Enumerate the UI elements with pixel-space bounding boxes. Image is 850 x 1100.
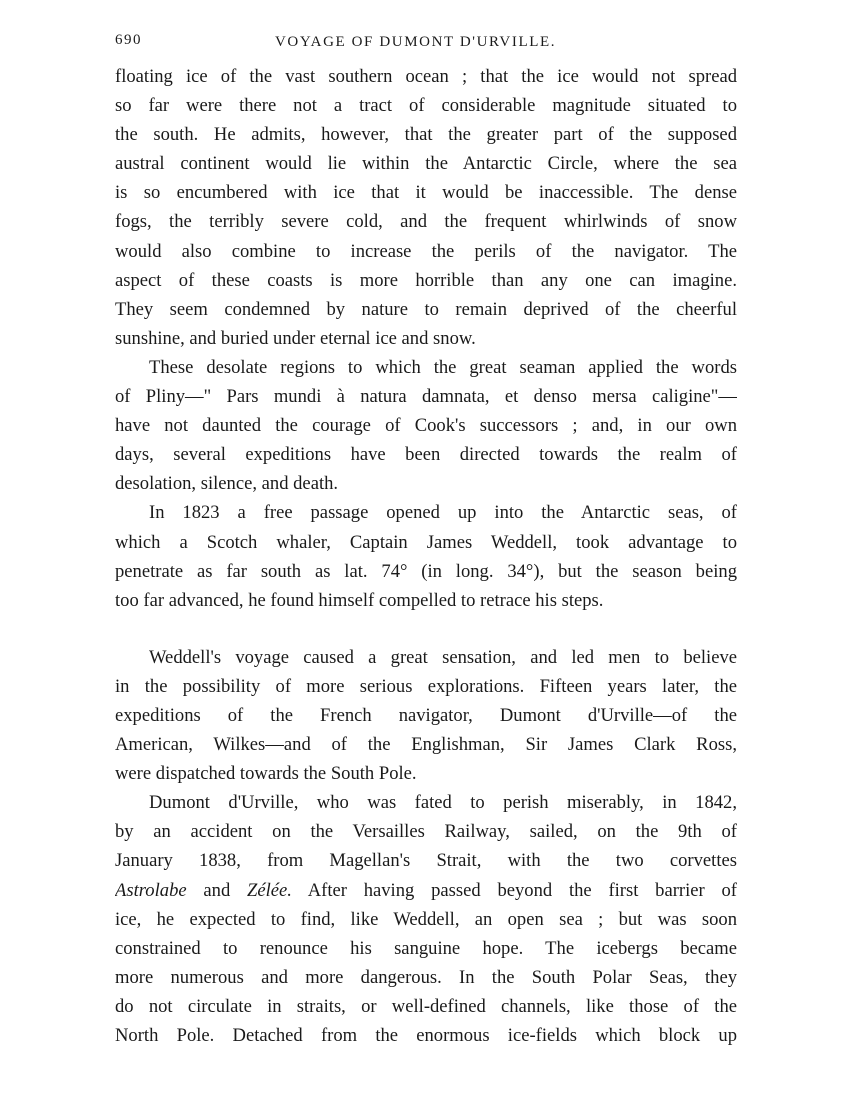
text-line: so far were there not a tract of considerable magnitude situated to <box>115 95 737 117</box>
text-line: Weddell's voyage caused a great sensation, and led men to believe <box>149 646 737 668</box>
text-line: of Pliny—" Pars mundi à natura damnata, et denso mersa caligine"— <box>115 386 737 408</box>
text-line: do not circulate in straits, or well-defined channels, like those of the <box>115 995 737 1017</box>
paragraph-1 <box>115 62 737 353</box>
book-page <box>115 28 737 1050</box>
page-header <box>115 28 737 62</box>
text-line: They seem condemned by nature to remain deprived of the cheerful <box>115 298 737 320</box>
text-line: penetrate as far south as lat. 74° (in long. 34°), but the season being <box>115 560 737 582</box>
text-line: too far advanced, he found himself compelled to retrace his steps. <box>115 589 604 611</box>
text-line: the south. He admits, however, that the greater part of the supposed <box>115 124 737 146</box>
conjunction: and <box>186 879 248 901</box>
paragraph-5 <box>115 788 737 1050</box>
text-line: fogs, the terribly severe cold, and the frequent whirlwinds of snow <box>115 211 737 233</box>
text-line: austral continent would lie within the Antarctic Circle, where the sea <box>115 153 737 175</box>
text-line: constrained to renounce his sanguine hope. The icebergs became <box>115 937 737 959</box>
text-line: by an accident on the Versailles Railway, sailed, on the 9th of <box>115 821 737 843</box>
text-line: Dumont d'Urville, who was fated to perish miserably, in 1842, <box>149 792 737 814</box>
page-number: 690 <box>115 32 142 48</box>
ship-name-zelee: Zélée. <box>247 879 292 901</box>
text-line: expeditions of the French navigator, Dumont d'Urville—of the <box>115 704 737 726</box>
text-line: were dispatched towards the South Pole. <box>115 763 417 785</box>
text-line: is so encumbered with ice that it would be inaccessible. The dense <box>115 182 737 204</box>
text-line: North Pole. Detached from the enormous ice-fields which block up <box>115 1025 737 1046</box>
text-line: have not daunted the courage of Cook's successors ; and, in our own <box>115 415 737 437</box>
text-line: These desolate regions to which the great seaman applied the words <box>149 356 737 378</box>
paragraph-2 <box>115 353 737 498</box>
text-line: ice, he expected to find, like Weddell, an open sea ; but was soon <box>115 908 737 930</box>
text-line: aspect of these coasts is more horrible than any one can imagine. <box>115 269 737 291</box>
text-line-ships <box>115 876 737 905</box>
text-line: floating ice of the vast southern ocean ; that the ice would not spread <box>115 66 737 87</box>
line-remainder: After having passed beyond the first barrier of <box>291 879 737 901</box>
text-line: sunshine, and buried under eternal ice and snow. <box>115 327 476 349</box>
text-line: In 1823 a free passage opened up into the Antarctic seas, of <box>149 502 737 524</box>
text-line: days, several expeditions have been directed towards the realm of <box>115 444 737 466</box>
running-head: VOYAGE OF DUMONT D'URVILLE. <box>275 34 557 50</box>
paragraph-4 <box>115 643 737 788</box>
text-line: which a Scotch whaler, Captain James Weddell, took advantage to <box>115 531 737 553</box>
text-line: American, Wilkes—and of the Englishman, Sir James Clark Ross, <box>115 734 737 756</box>
text-line: desolation, silence, and death. <box>115 473 339 495</box>
text-line: more numerous and more dangerous. In the South Polar Seas, they <box>115 966 737 988</box>
section-gap <box>115 615 737 643</box>
text-line: January 1838, from Magellan's Strait, with the two corvettes <box>115 850 737 872</box>
text-line: in the possibility of more serious explorations. Fifteen years later, the <box>115 675 737 697</box>
paragraph-3 <box>115 498 737 614</box>
ship-name-astrolabe: Astrolabe <box>115 879 187 901</box>
text-line: would also combine to increase the perils of the navigator. The <box>115 240 737 262</box>
